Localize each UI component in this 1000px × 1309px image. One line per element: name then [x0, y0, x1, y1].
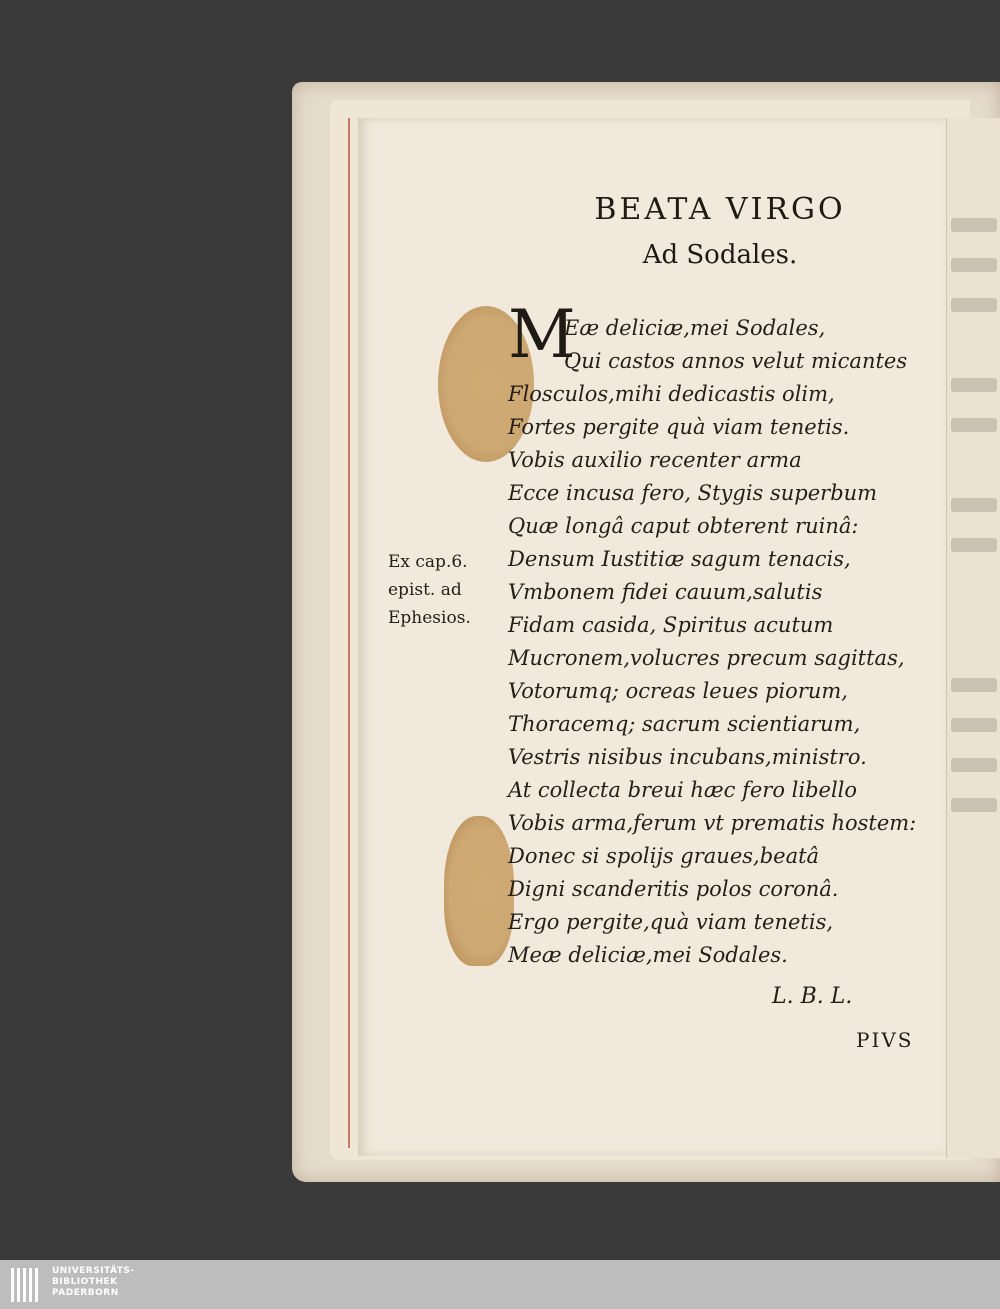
verse-line: Meæ deliciæ,mei Sodales.	[508, 943, 788, 967]
margin-note-line: epist. ad	[388, 580, 462, 600]
page-subtitle: Ad Sodales.	[642, 240, 798, 270]
verse-line: Qui castos annos velut micantes	[564, 349, 908, 373]
author-initials: L. B. L.	[772, 984, 853, 1009]
verse-line: Flosculos,mihi dedicastis olim,	[508, 382, 835, 406]
verse-line: Ecce incusa fero, Stygis superbum	[508, 481, 878, 505]
verse-block	[508, 312, 928, 972]
verse-line: Vobis arma,ferum vt prematis hostem:	[508, 811, 917, 835]
drop-cap: M	[508, 296, 576, 373]
verse-line: Votorumq; ocreas leues piorum,	[508, 679, 848, 703]
verse-line: Thoracemq; sacrum scientiarum,	[508, 712, 861, 736]
verse-line: Eæ deliciæ,mei Sodales,	[564, 316, 826, 340]
verse-line: Densum Iustitiæ sagum tenacis,	[508, 547, 851, 571]
verse-line: Vmbonem fidei cauum,salutis	[508, 580, 823, 604]
facing-page-edge	[946, 118, 1000, 1158]
margin-note	[388, 548, 508, 632]
verse-line: Quæ longâ caput obterent ruinâ:	[508, 514, 859, 538]
catchword: PIVS	[856, 1028, 914, 1052]
library-name-line: BIBLIOTHEK	[52, 1277, 118, 1287]
verse-line: Digni scanderitis polos coronâ.	[508, 877, 839, 901]
verse-line: Ergo pergite,quà viam tenetis,	[508, 910, 834, 934]
margin-note-line: Ephesios.	[388, 608, 471, 628]
verse-line: Vestris nisibus incubans,ministro.	[508, 745, 867, 769]
verse-line: Fidam casida, Spiritus acutum	[508, 613, 834, 637]
library-name-line: UNIVERSITÄTS-	[52, 1266, 135, 1276]
verse-line: At collecta breui hæc fero libello	[508, 778, 858, 802]
lower-stain	[444, 816, 514, 966]
verse-line: Vobis auxilio recenter arma	[508, 448, 802, 472]
verse-line: Mucronem,volucres precum sagittas,	[508, 646, 905, 670]
footer-bar	[0, 1260, 1000, 1309]
library-name	[52, 1266, 135, 1299]
library-name-line: PADERBORN	[52, 1288, 119, 1298]
margin-note-line: Ex cap.6.	[388, 552, 468, 572]
verse-line: Fortes pergite quà viam tenetis.	[508, 415, 850, 439]
library-logo-icon	[10, 1266, 44, 1304]
verse-line: Donec si spolijs graues,beatâ	[508, 844, 820, 868]
page-title: BEATA VIRGO	[594, 192, 846, 227]
